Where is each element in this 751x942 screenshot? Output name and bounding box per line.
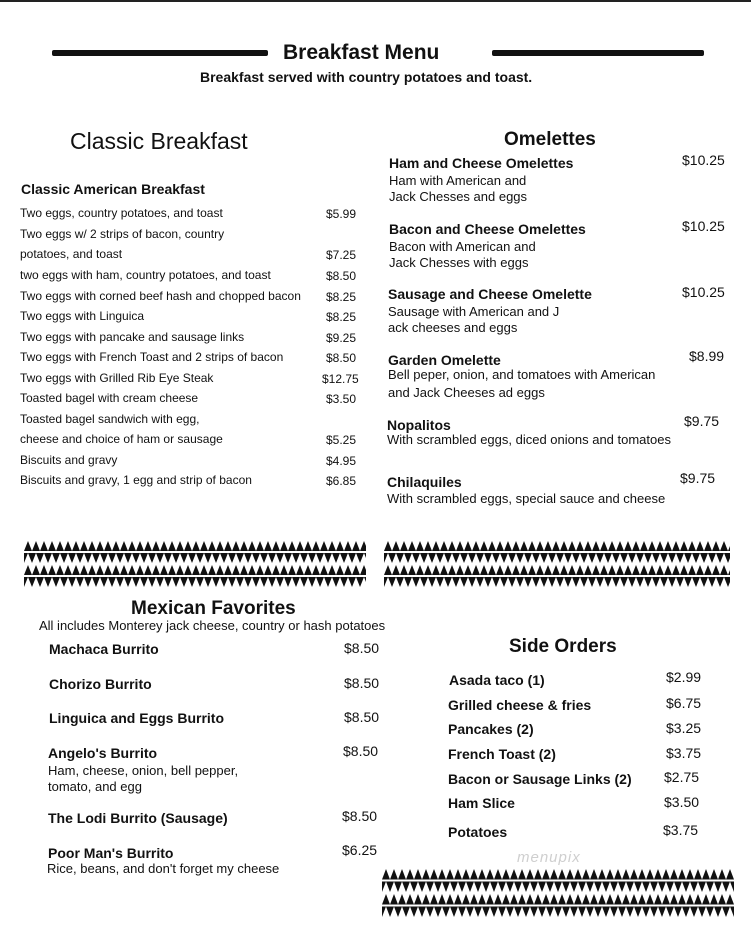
side-item-price: $3.50 (664, 794, 700, 810)
mexican-item-desc: Rice, beans, and don't forget my cheese (47, 861, 280, 876)
mexican-heading: Mexican Favorites (131, 598, 296, 619)
classic-item-price: $12.75 (322, 372, 359, 386)
side-item-name: Bacon or Sausage Links (2) (448, 771, 632, 787)
classic-item-name: Biscuits and gravy (20, 453, 118, 467)
side-item-name: Potatoes (448, 824, 508, 840)
omelette-item-price: $10.25 (682, 284, 725, 300)
classic-item-name: Two eggs with Linguica (20, 309, 145, 323)
classic-item-name: Two eggs with French Toast and 2 strips of bacon (20, 350, 284, 364)
mexican-item-name: Machaca Burrito (49, 641, 159, 657)
mexican-item-price: $8.50 (343, 743, 379, 759)
omelette-item-name: Sausage and Cheese Omelette (388, 286, 592, 302)
side-item-price: $3.25 (666, 720, 702, 736)
zigzag-band-right (384, 540, 730, 588)
classic-item-price: $9.25 (326, 331, 357, 345)
classic-subheading: Classic American Breakfast (21, 181, 205, 197)
side-item-price: $2.99 (666, 669, 702, 685)
omelette-item-desc: Ham with American and (389, 173, 527, 188)
omelette-item-desc: With scrambled eggs, special sauce and cheese (387, 491, 666, 506)
classic-item-name: cheese and choice of ham or sausage (20, 432, 223, 446)
omelette-item-price: $10.25 (682, 218, 725, 234)
title-left-bar (52, 50, 268, 56)
zigzag-band-bottom (382, 868, 734, 918)
side-item-price: $3.75 (666, 745, 702, 761)
omelette-item-desc: Jack Chesses and eggs (389, 189, 528, 204)
side-item-name: French Toast (2) (448, 746, 556, 762)
omelettes-heading: Omelettes (504, 129, 596, 150)
classic-item-name: Two eggs w/ 2 strips of bacon, country (20, 227, 225, 241)
page-title: Breakfast Menu (283, 41, 440, 64)
mexican-item-name: Angelo's Burrito (48, 745, 158, 761)
mexican-item-name: Chorizo Burrito (49, 676, 152, 692)
mexican-item-desc: tomato, and egg (48, 779, 142, 794)
mexican-item-price: $8.50 (344, 709, 380, 725)
mexican-item-name: The Lodi Burrito (Sausage) (48, 810, 228, 826)
zigzag-band-left (24, 540, 366, 588)
classic-item-name: Two eggs with corned beef hash and chopped bacon (20, 289, 301, 303)
side-item-name: Ham Slice (448, 795, 515, 811)
sides-heading: Side Orders (509, 636, 617, 657)
side-item-price: $6.75 (666, 695, 702, 711)
classic-item-price: $8.50 (326, 351, 357, 365)
classic-item-price: $8.50 (326, 269, 357, 283)
classic-item-price: $8.25 (326, 290, 357, 304)
omelette-item-price: $10.25 (682, 152, 725, 168)
classic-item-price: $4.95 (326, 454, 357, 468)
mexican-item-desc: Ham, cheese, onion, bell pepper, (48, 763, 239, 778)
scan-edge-line (0, 0, 751, 2)
side-item-name: Grilled cheese & fries (448, 697, 592, 713)
classic-item-price: $5.99 (326, 207, 357, 221)
omelette-item-desc: Sausage with American and J (388, 304, 560, 319)
omelette-item-name: Ham and Cheese Omelettes (389, 155, 574, 171)
classic-item-name: two eggs with ham, country potatoes, and toast (20, 268, 271, 282)
classic-item-price: $3.50 (326, 392, 357, 406)
classic-item-name: Two eggs with Grilled Rib Eye Steak (20, 371, 214, 385)
page-subtitle: Breakfast served with country potatoes and toast. (200, 69, 533, 85)
classic-item-name: Toasted bagel with cream cheese (20, 391, 199, 405)
mexican-item-price: $8.50 (344, 640, 380, 656)
classic-item-name: Biscuits and gravy, 1 egg and strip of bacon (20, 473, 252, 487)
omelette-item-desc: and Jack Cheeses ad eggs (388, 385, 545, 400)
side-item-name: Asada taco (1) (449, 672, 545, 688)
mexican-note: All includes Monterey jack cheese, country or hash potatoes (39, 618, 386, 633)
omelette-item-desc: Bell peper, onion, and tomatoes with American (388, 367, 656, 382)
omelette-item-price: $9.75 (684, 413, 720, 429)
omelette-item-desc: With scrambled eggs, diced onions and tomatoes (387, 432, 671, 447)
mexican-item-price: $8.50 (344, 675, 380, 691)
omelette-item-price: $8.99 (689, 348, 725, 364)
classic-item-price: $5.25 (326, 433, 357, 447)
side-item-price: $3.75 (663, 822, 699, 838)
omelette-item-name: Garden Omelette (388, 352, 501, 368)
mexican-item-name: Poor Man's Burrito (48, 845, 174, 861)
classic-heading: Classic Breakfast (70, 128, 248, 154)
omelette-item-name: Nopalitos (387, 417, 451, 433)
classic-item-name: Toasted bagel sandwich with egg, (20, 412, 200, 426)
classic-item-price: $6.85 (326, 474, 357, 488)
omelette-item-desc: Jack Chesses with eggs (389, 255, 529, 270)
mexican-item-price: $8.50 (342, 808, 378, 824)
omelette-item-price: $9.75 (680, 470, 716, 486)
title-right-bar (492, 50, 704, 56)
classic-item-name: Two eggs, country potatoes, and toast (20, 206, 223, 220)
omelette-item-name: Bacon and Cheese Omelettes (389, 221, 586, 237)
watermark: menupix (517, 849, 581, 866)
classic-item-price: $8.25 (326, 310, 357, 324)
omelette-item-name: Chilaquiles (387, 474, 462, 490)
side-item-name: Pancakes (2) (448, 721, 534, 737)
side-item-price: $2.75 (664, 769, 700, 785)
classic-item-price: $7.25 (326, 248, 357, 262)
mexican-item-price: $6.25 (342, 842, 378, 858)
omelette-item-desc: ack cheeses and eggs (388, 320, 518, 335)
classic-item-name: potatoes, and toast (20, 247, 123, 261)
omelette-item-desc: Bacon with American and (389, 239, 536, 254)
mexican-item-name: Linguica and Eggs Burrito (49, 710, 225, 726)
classic-item-name: Two eggs with pancake and sausage links (20, 330, 245, 344)
